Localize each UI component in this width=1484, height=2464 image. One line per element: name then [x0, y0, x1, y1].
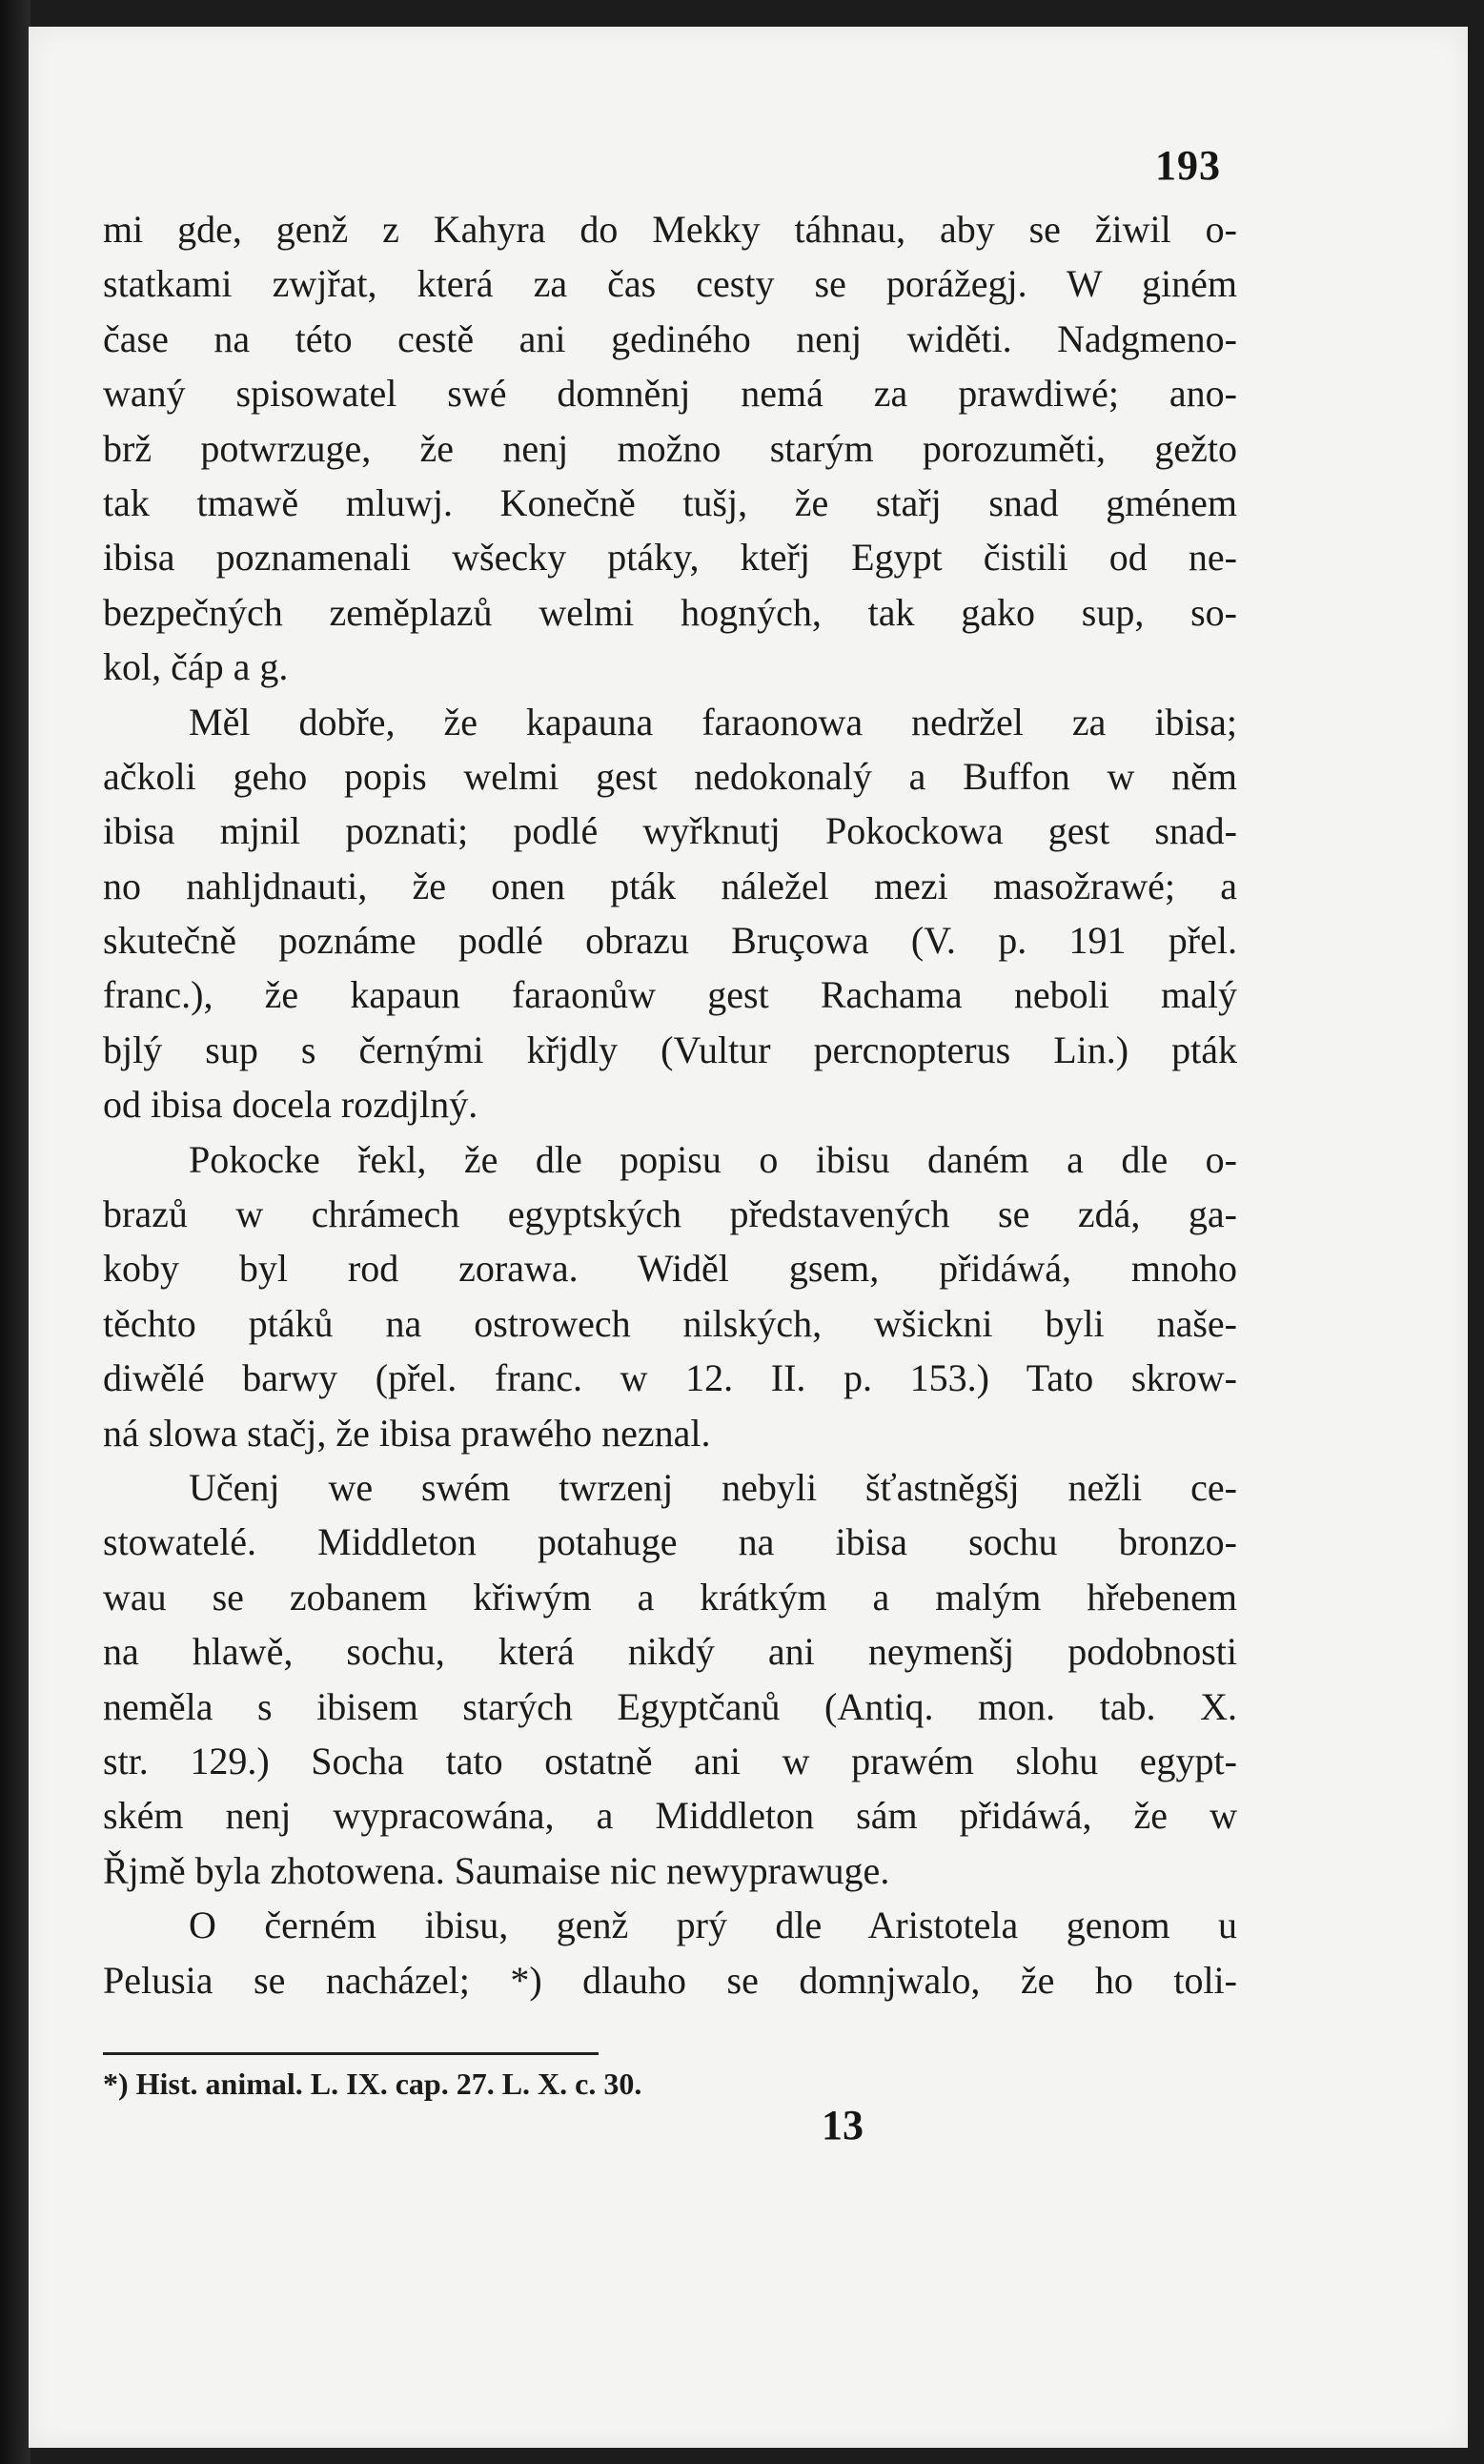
text-line: Pelusia se nacházel; *) dlauho se domnjwalo, že ho toli- — [103, 1958, 1237, 2002]
text-line: Řjmě byla zhotowena. Saumaise nic newyprawuge. — [103, 1848, 890, 1892]
text-line: bezpečných zeměplazů welmi hogných, tak gako sup, so- — [103, 590, 1237, 634]
text-line: no nahljdnauti, že onen pták náležel mezi masožrawé; a — [103, 864, 1237, 907]
text-line: kol, čáp a g. — [103, 645, 289, 689]
text-line: bjlý sup s černými křjdly (Vultur percnopterus Lin.) pták — [103, 1028, 1237, 1071]
footnote-rule — [103, 2052, 599, 2055]
text-line: od ibisa docela rozdjlný. — [103, 1083, 478, 1127]
text-line: neměla s ibisem starých Egyptčanů (Antiq. mon. tab. X. — [103, 1684, 1237, 1728]
text-line: franc.), že kapaun faraonůw gest Rachama neboli malý — [103, 973, 1237, 1017]
footnote: *) Hist. animal. L. IX. cap. 27. L. X. c. 30. — [103, 2067, 642, 2101]
text-line: čase na této cestě ani gediného nenj widěti. Nadgmeno- — [103, 316, 1237, 360]
text-line: ibisa poznamenali wšecky ptáky, kteřj Egypt čistili od ne- — [103, 536, 1237, 580]
text-line: ačkoli geho popis welmi gest nedokonalý a Buffon w něm — [103, 754, 1237, 798]
text-line: koby byl rod zorawa. Widěl gsem, přidáwá, mnoho — [103, 1247, 1237, 1291]
text-line: Pokocke řekl, že dle popisu o ibisu daném a dle o- — [189, 1137, 1237, 1181]
text-line: těchto ptáků na ostrowech nilských, wšickni byli naše- — [103, 1301, 1237, 1345]
text-line: Měl dobře, že kapauna faraonowa nedržel za ibisa; — [189, 700, 1237, 743]
text-line: Učenj we swém twrzenj nebyli šťastněgšj nežli ce- — [189, 1465, 1237, 1509]
signature-mark: 13 — [822, 2102, 864, 2148]
text-line: brž potwrzuge, že nenj možno starým porozuměti, gežto — [103, 426, 1237, 470]
text-line: tak tmawě mluwj. Konečně tušj, že stařj snad gménem — [103, 480, 1237, 524]
text-line: na hlawě, sochu, která nikdý ani neymenšj podobnosti — [103, 1630, 1237, 1674]
body-text — [103, 202, 1237, 2007]
text-line: O černém ibisu, genž prý dle Aristotela genom u — [189, 1904, 1237, 1947]
text-line: ná slowa stačj, že ibisa prawého neznal. — [103, 1411, 711, 1455]
text-line: brazů w chrámech egyptských představených se zdá, ga- — [103, 1192, 1237, 1236]
text-line: ském nenj wypracowána, a Middleton sám přidáwá, že w — [103, 1794, 1237, 1838]
text-line: mi gde, genž z Kahyra do Mekky táhnau, aby se žiwil o- — [103, 208, 1237, 251]
text-line: ibisa mjnil poznati; podlé wyřknutj Pokockowa gest snad- — [103, 809, 1237, 853]
text-line: str. 129.) Socha tato ostatně ani w prawém slohu egypt- — [103, 1739, 1237, 1782]
text-line: statkami zwjřat, která za čas cesty se porážegj. W giném — [103, 262, 1237, 306]
text-line: stowatelé. Middleton potahuge na ibisa sochu bronzo- — [103, 1520, 1237, 1564]
text-line: waný spisowatel swé domněnj nemá za prawdiwé; ano- — [103, 372, 1237, 416]
scan-left-edge — [0, 0, 30, 2464]
text-line: diwělé barwy (přel. franc. w 12. II. p. 153.) Tato skrow- — [103, 1356, 1237, 1400]
text-line: wau se zobanem křiwým a krátkým a malým hřebenem — [103, 1575, 1237, 1619]
text-line: skutečně poznáme podlé obrazu Bruçowa (V. p. 191 přel. — [103, 919, 1237, 963]
page-number: 193 — [1155, 142, 1221, 189]
